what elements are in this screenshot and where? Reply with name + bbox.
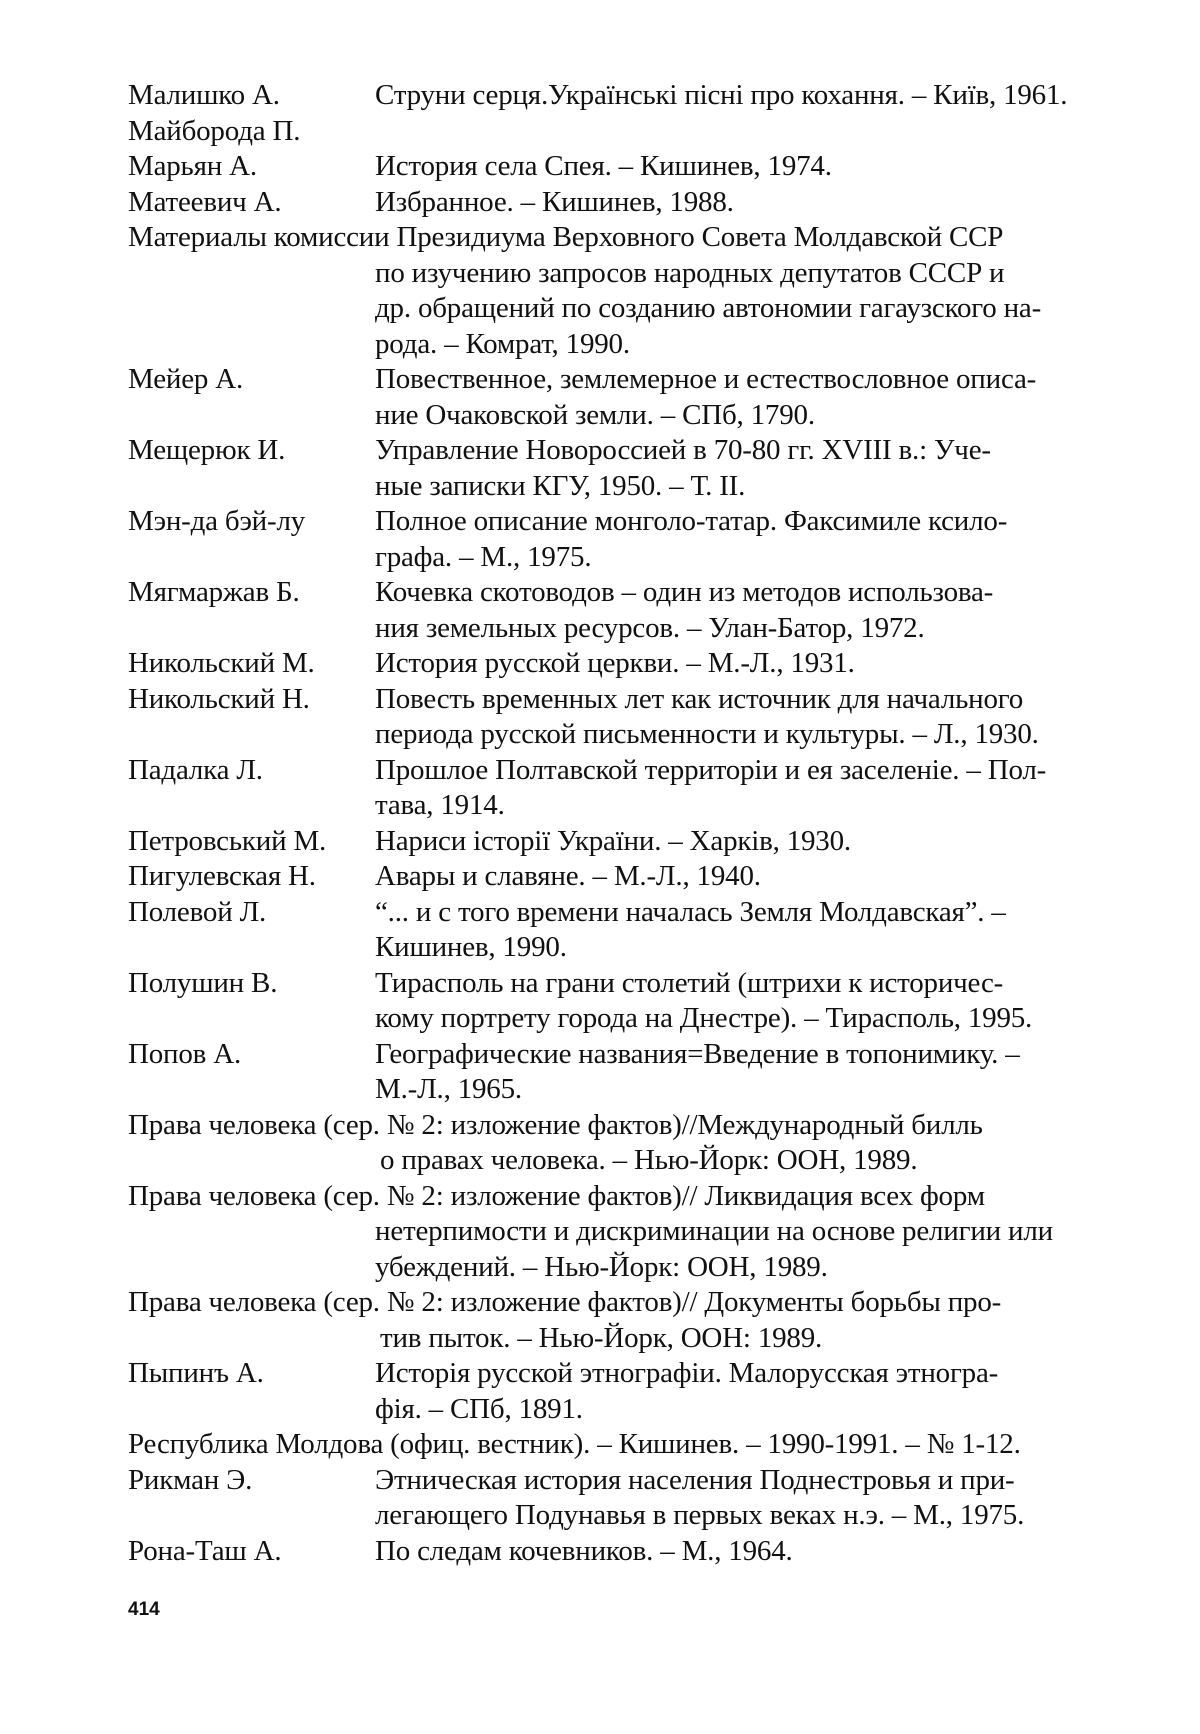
entry-work-line: фiя. – СПб, 1891. xyxy=(375,1392,583,1425)
entry-work xyxy=(375,1463,1108,1534)
entry-continuation-line: др. обращений по созданию автономии гагаузского на- xyxy=(375,292,1042,324)
entry-continuation-line: тив пыток. – Нью-Йорк, ООН: 1989. xyxy=(380,1321,823,1354)
entry-work xyxy=(375,682,1108,753)
entry-author: Пигулевская Н. xyxy=(128,860,316,892)
entry-first-line: Права человека (сер. № 2: изложение фактов)//Международный билль xyxy=(128,1108,983,1141)
entry-work-line: Тирасполь на грани столетий (штрихи к историчес- xyxy=(375,966,1004,999)
entry-author: Мещерюк И. xyxy=(128,434,286,466)
bibliography-entry xyxy=(128,185,1108,221)
entry-first-line: Права человека (сер. № 2: изложение фактов)// Документы борьбы про- xyxy=(128,1286,1002,1318)
entry-work xyxy=(375,149,1108,185)
entry-author: Никольский М. xyxy=(128,647,315,679)
bibliography-entry xyxy=(128,1179,1108,1286)
entry-author: Малишко А. xyxy=(128,79,280,111)
bibliography-entry xyxy=(128,114,1108,150)
entry-work-line: ные записки КГУ, 1950. – Т. II. xyxy=(375,469,746,502)
entry-work-line: Струни серця.Українські пісні про кохання. – Київ, 1961. xyxy=(375,79,1068,111)
entry-author: Полушин В. xyxy=(128,966,278,999)
entry-work xyxy=(375,895,1108,966)
entry-first-line: Права человека (сер. № 2: изложение фактов)// Ликвидация всех форм xyxy=(128,1179,985,1212)
entry-continuation-line: о правах человека. – Нью-Йорк: ООН, 1989. xyxy=(380,1144,918,1176)
entry-continuation-line: нетерпимости и дискриминации на основе религии или xyxy=(375,1215,1053,1247)
bibliography-entry xyxy=(128,504,1108,575)
entry-work xyxy=(375,753,1108,824)
entry-author: Майборода П. xyxy=(128,114,301,147)
bibliography-entry xyxy=(128,433,1108,504)
entry-work xyxy=(375,1356,1108,1427)
entry-author: Падалка Л. xyxy=(128,753,263,786)
entry-author: Матеевич А. xyxy=(128,185,282,218)
entry-work xyxy=(375,575,1108,646)
entry-author: Попов А. xyxy=(128,1037,241,1070)
entry-author: Рикман Э. xyxy=(128,1463,253,1496)
entry-work-line: “... и с того времени началась Земля Молдавская”. – xyxy=(375,895,1006,928)
entry-work-line: кому портрету города на Днестре). – Тирасполь, 1995. xyxy=(375,1002,1033,1034)
entry-author: Полевой Л. xyxy=(128,895,267,928)
bibliography-entry xyxy=(128,1463,1108,1534)
entry-work-line: ние Очаковской земли. – СПб, 1790. xyxy=(375,398,815,431)
bibliography-entry xyxy=(128,966,1108,1037)
entry-author: Мэн-да бэй-лу xyxy=(128,505,306,537)
entry-work-line: Кишинев, 1990. xyxy=(375,931,567,963)
bibliography-entry xyxy=(128,895,1108,966)
bibliography-entry xyxy=(128,220,1108,362)
entry-work xyxy=(375,1037,1108,1108)
entry-author: Рона-Таш А. xyxy=(128,1534,282,1567)
entry-author: Мягмаржав Б. xyxy=(128,576,300,608)
bibliography-entry xyxy=(128,78,1108,114)
entry-work-line: Повесть временных лет как источник для начального xyxy=(375,682,1024,715)
entry-continuation-line: убеждений. – Нью-Йорк: ООН, 1989. xyxy=(375,1250,828,1283)
bibliography-entry xyxy=(128,1534,1108,1570)
bibliography-entry xyxy=(128,824,1108,860)
entry-work xyxy=(375,859,1108,895)
entry-work-line: Повественное, землемерное и естествословное описа- xyxy=(375,363,1037,395)
entry-work-line: Полное описание монголо-татар. Факсимиле ксило- xyxy=(375,505,1008,537)
entry-work-line: М.-Л., 1965. xyxy=(375,1073,522,1105)
entry-work-line: История русской церкви. – М.-Л., 1931. xyxy=(375,647,855,679)
entry-work xyxy=(375,1534,1108,1570)
entry-continuation-line: по изучению запросов народных депутатов СССР и xyxy=(375,256,1005,289)
entry-first-line: Республика Молдова (офиц. вестник). – Кишинев. – 1990-1991. – № 1-12. xyxy=(128,1428,1021,1460)
entry-work xyxy=(375,646,1108,682)
entry-work-line: История села Спея. – Кишинев, 1974. xyxy=(375,150,832,182)
bibliography-entry xyxy=(128,1285,1108,1356)
entry-work xyxy=(375,433,1108,504)
entry-work-line: ния земельных ресурсов. – Улан-Батор, 1972. xyxy=(375,611,925,644)
entry-work xyxy=(375,362,1108,433)
entry-work-line: Авары и славяне. – М.-Л., 1940. xyxy=(375,860,761,892)
entry-work-line: графа. – М., 1975. xyxy=(375,540,592,573)
entry-author: Петровський М. xyxy=(128,824,327,857)
entry-work xyxy=(375,824,1108,860)
entry-continuation-line: рода. – Комрат, 1990. xyxy=(375,327,630,360)
entry-work xyxy=(375,78,1108,114)
entry-work-line: периода русской письменности и культуры. – Л., 1930. xyxy=(375,718,1039,750)
entry-author: Никольский Н. xyxy=(128,682,310,715)
entry-work-line: Исторiя русской этнографiи. Малорусская этногра- xyxy=(375,1357,999,1389)
entry-author: Мейер А. xyxy=(128,363,244,395)
entry-author: Пыпинъ А. xyxy=(128,1357,264,1389)
entry-work xyxy=(375,504,1108,575)
bibliography-entry xyxy=(128,682,1108,753)
entry-work-line: легающего Подунавья в первых веках н.э. – М., 1975. xyxy=(375,1499,1025,1531)
bibliography-entry xyxy=(128,1108,1108,1179)
entry-first-line: Материалы комиссии Президиума Верховного Совета Молдавской ССР xyxy=(128,221,1004,253)
bibliography-entry xyxy=(128,1037,1108,1108)
entry-work-line: Прошлое Полтавской территорiи и ея заселенiе. – Пол- xyxy=(375,753,1047,786)
bibliography-entry xyxy=(128,1427,1108,1463)
entry-work-line: Нариси історії України. – Харків, 1930. xyxy=(375,824,851,857)
entry-work-line: Избранное. – Кишинев, 1988. xyxy=(375,185,734,218)
bibliography-entry xyxy=(128,362,1108,433)
bibliography-entry xyxy=(128,149,1108,185)
entry-work xyxy=(375,114,1108,150)
entry-work-line: Географические названия=Введение в топонимику. – xyxy=(375,1037,1020,1070)
bibliography-list xyxy=(128,78,1108,1569)
bibliography-entry xyxy=(128,753,1108,824)
bibliography-entry xyxy=(128,575,1108,646)
entry-work-line: Управление Новороссией в 70-80 гг. XVIII в.: Уче- xyxy=(375,434,991,466)
entry-work-line: Кочевка скотоводов – один из методов использова- xyxy=(375,576,994,608)
bibliography-entry xyxy=(128,1356,1108,1427)
entry-work-line: По следам кочевников. – М., 1964. xyxy=(375,1534,793,1567)
entry-work xyxy=(375,966,1108,1037)
page-number: 414 xyxy=(128,1599,160,1620)
entry-work-line: Этническая история населения Поднестровья и при- xyxy=(375,1463,1015,1496)
entry-author: Марьян А. xyxy=(128,150,257,182)
entry-work-line: тава, 1914. xyxy=(375,789,505,821)
bibliography-entry xyxy=(128,859,1108,895)
entry-work xyxy=(375,185,1108,221)
bibliography-entry xyxy=(128,646,1108,682)
